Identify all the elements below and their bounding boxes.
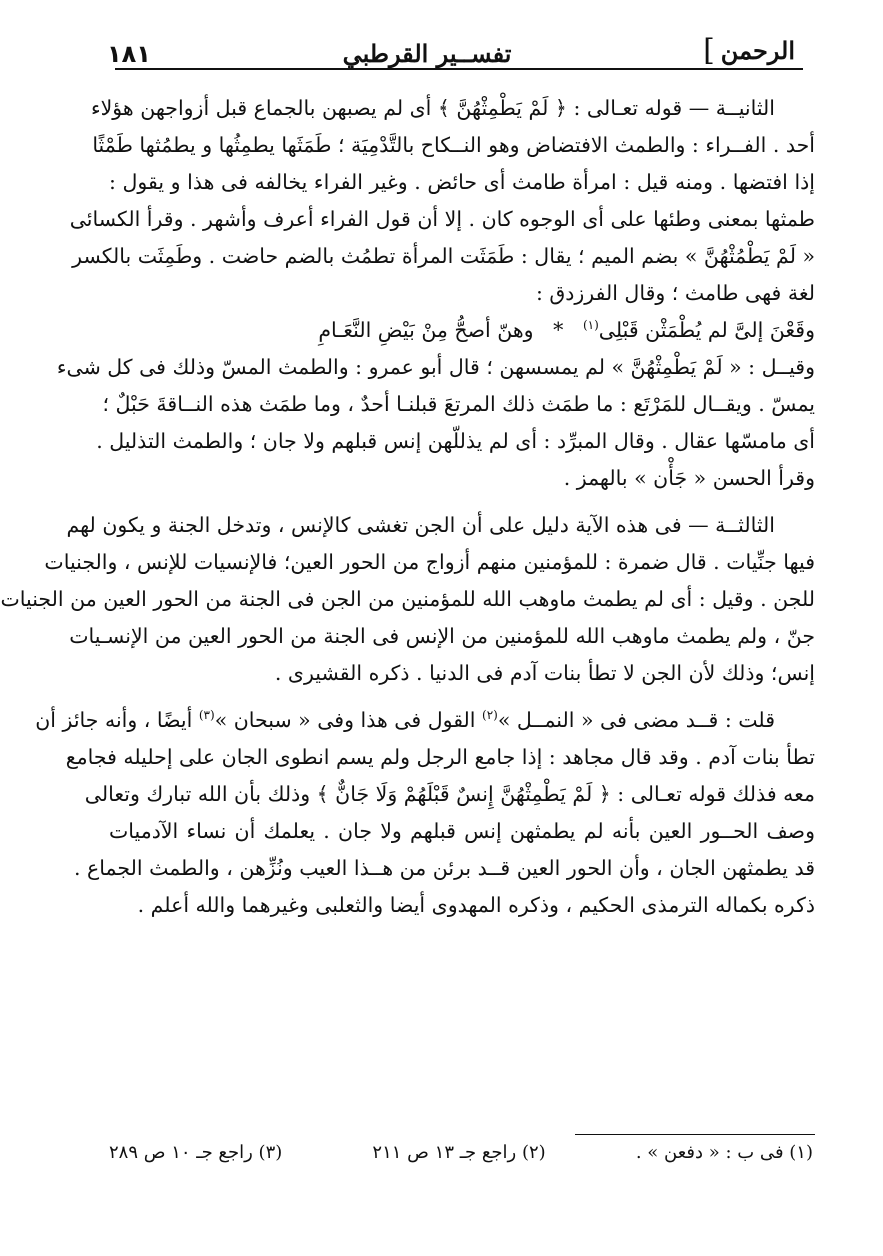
- verse-second-hemistich: وهنّ أصحُّ مِنْ بَيْضِ النَّعَـامِ: [318, 318, 534, 342]
- text-line: قد يطمثهن الجان ، وأن الحور العين قــد برئن من هــذا العيب ونُزِّهن ، والطمث الجماع .: [74, 856, 815, 880]
- text-line: ذكره بكماله الترمذى الحكيم ، وذكره المهدوى أيضا والثعلبى وغيرهما والله أعلم .: [137, 893, 815, 917]
- text-line: أى مامسّها عقال . وقال المبرِّد : أى لم يذللّهن إنس قبلهم ولا جان ؛ والطمث التذليل .: [96, 429, 815, 453]
- footnote-divider: [575, 1134, 815, 1135]
- header-bracket: ]: [703, 33, 715, 68]
- footnotes: [109, 1142, 813, 1163]
- paragraph-third-issue: [0, 507, 815, 692]
- paragraph-said: [56, 349, 815, 497]
- poetry-verse: [109, 312, 815, 349]
- text-line: الثالثــة — فى هذه الآية دليل على أن الجن تغشى كالإنس ، وتدخل الجنة و يكون لهم: [66, 513, 775, 537]
- footnote-1: (١) فى ب : « دفعن » .: [635, 1142, 813, 1163]
- text-line: إنس؛ وذلك لأن الجن لا تطأ بنات آدم فى الدنيا . ذكره القشيرى .: [274, 661, 815, 685]
- main-text: [0, 90, 815, 924]
- text-line: إذا افتضها . ومنه قيل : امرأة طامث أى حائض . وغير الفراء يخالفه فى هذا و يقول :: [109, 170, 815, 194]
- footnote-2: (٢) راجع جـ ١٣ ص ٢١١: [372, 1142, 546, 1163]
- text-segment: قلت : قــد مضى فى « النمــل »$^{(٢)}$ القول فى هذا وفى « سبحان »$^{(٣)}$ أيضًا ، وأنه جائز أن: [35, 708, 775, 732]
- text-line: [35, 702, 815, 739]
- text-line: وصف الحــور العين بأنه لم يطمثهن إنس قبلهم ولا جان . يعلمك أن نساء الآدميات: [109, 819, 815, 843]
- paragraph-i-said: [35, 702, 815, 924]
- paragraph-second-issue: [69, 90, 815, 349]
- surah-name: الرحمن: [720, 36, 795, 65]
- text-line: طمثها بمعنى وطئها على أى الوجوه كان . إلا أن قول الفراء أعرف وأشهر . وقرأ الكسائى: [69, 207, 815, 231]
- surah-heading: [703, 33, 795, 68]
- book-title: تفســير القرطبي: [342, 39, 512, 68]
- text-line: يمسّ . ويقــال للمَرْتَع : ما طمَث ذلك المرتعَ قبلنـا أحدٌ ، وما طمَث هذه النــاقةَ حَبْلٌ ؛: [102, 392, 815, 416]
- text-line: الثانيــة — قوله تعـالى : ﴿ لَمْ يَطْمِثْهُنَّ ﴾ أى لم يصبهن بالجماع قبل أزواجهن هؤلاء: [90, 96, 775, 120]
- text-line: وقرأ الحسن « جَأْن » بالهمز .: [563, 466, 815, 490]
- page-number: ١٨١: [107, 40, 151, 68]
- footnote-3: (٣) راجع جـ ١٠ ص ٢٨٩: [109, 1142, 283, 1163]
- text-line: تطأ بنات آدم . وقد قال مجاهد : إذا جامع الرجل ولم يسم انطوى الجان على إحليله فجامع: [65, 745, 815, 769]
- footnote-ref: (٣): [198, 708, 215, 723]
- page-header: [107, 28, 795, 68]
- text-line: لغة فهى طامث ؛ وقال الفرزدق :: [535, 281, 815, 305]
- text-line: معه فذلك قوله تعـالى : ﴿ لَمْ يَطْمِثْهُنَّ إِنسٌ قَبْلَهُمْ وَلَا جَانٌّ ﴾ وذلك بأن الله تبارك وتعالى: [84, 782, 815, 806]
- text-line: « لَمْ يَطْمُثْهُنَّ » بضم الميم ؛ يقال : طَمَثَت المرأة تطمُث بالضم حاضت . وطَمِثَت بالكسر: [72, 244, 815, 268]
- text-line: للجن . وقيل : أى لم يطمث ماوهب الله للمؤمنين من الجن فى الجنة من الحور العين من الجنيات: [0, 587, 815, 611]
- text-line: وقيــل : « لَمْ يَطْمِثْهُنَّ » لم يمسسهن ؛ قال أبو عمرو : والطمث المسّ وذلك فى كل شىء: [56, 355, 815, 379]
- text-line: جنّ ، ولم يطمث ماوهب الله للمؤمنين من الإنس فى الجنة من الحور العين من الإنسـيات: [69, 624, 815, 648]
- footnote-ref: (٢): [482, 708, 498, 723]
- text-line: أحد . الفــراء : والطمث الافتضاض وهو النــكاح بالتَّدْمِيَة ؛ طَمَثَها يطمِثُها و يطمُثها طَمْثًا: [92, 133, 815, 157]
- verse-first-hemistich: وقَعْنَ إلىَّ لم يُطْمَثْن قَبْلِى: [598, 318, 815, 342]
- verse-separator: *: [553, 318, 564, 342]
- text-line: فيها جنِّيات . قال ضمرة : للمؤمنين منهم أزواج من الحور العين؛ فالإنسيات للإنس ، والجنيات: [44, 550, 815, 574]
- footnote-ref: (١): [582, 318, 599, 333]
- header-divider: [115, 68, 803, 70]
